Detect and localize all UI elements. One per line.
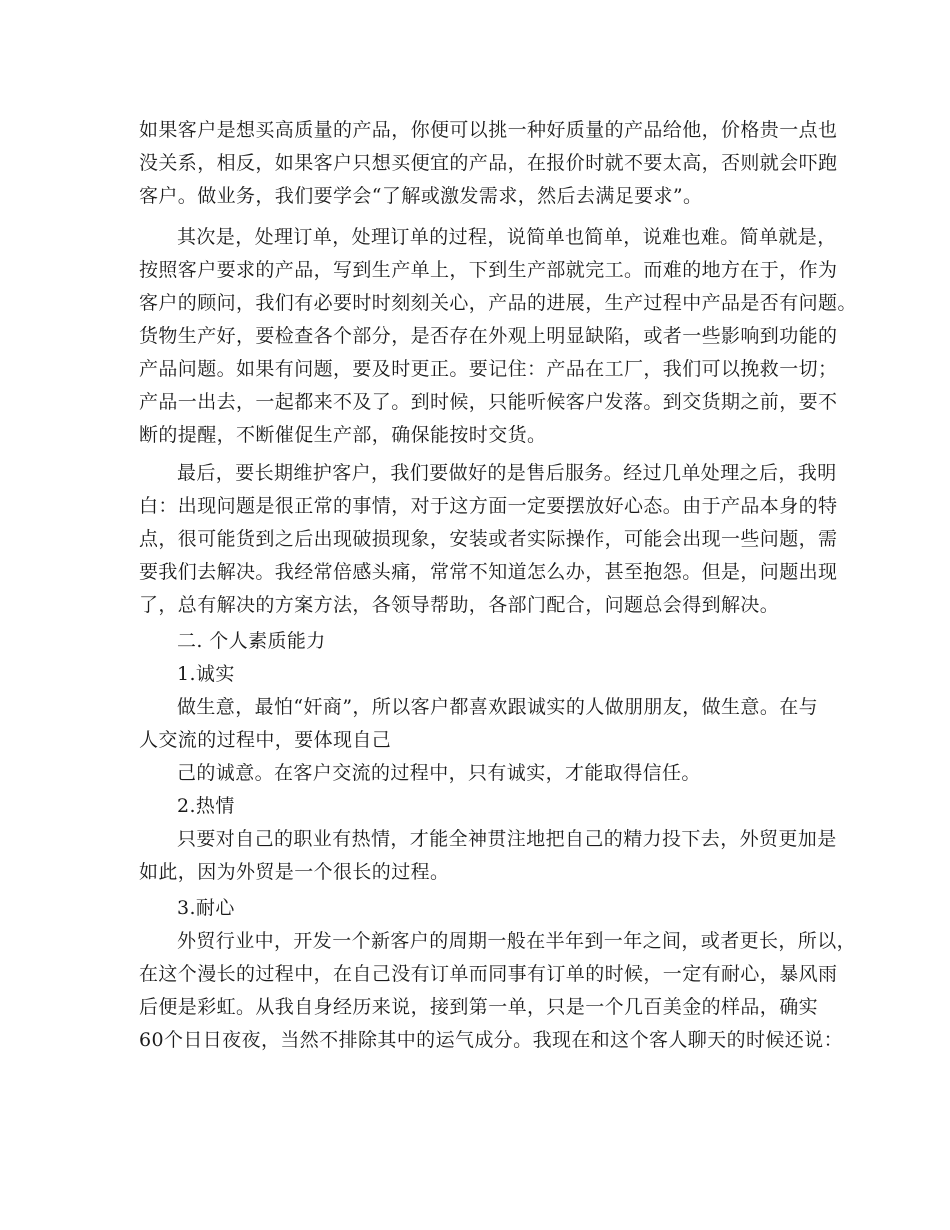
paragraph-line: 只要对自己的职业有热情，才能全神贯注地把自己的精力投下去，外贸更加是 [177,828,837,850]
paragraph-line: 如果客户是想买高质量的产品，你便可以挑一种好质量的产品给他，价格贵一点也 [139,119,838,141]
paragraph-line: 按照客户要求的产品，写到生产单上，下到生产部就完工。而难的地方在于，作为 [139,259,838,281]
paragraph-line: 最后，要长期维护客户，我们要做好的是售后服务。经过几单处理之后，我明 [177,462,837,484]
paragraph-line: 外贸行业中，开发一个新客户的周期一般在半年到一年之间，或者更长，所以， [177,930,857,952]
paragraph-line: 产品一出去，一起都来不及了。到时候，只能听候客户发落。到交货期之前，要不 [139,391,838,413]
paragraph-line: 后便是彩虹。从我自身经历来说，接到第一单，只是一个几百美金的样品，确实 [139,996,819,1018]
paragraph-line: 产品问题。如果有问题，要及时更正。要记住：产品在工厂，我们可以挽救一切； [139,358,838,380]
paragraph-line: 了，总有解决的方案方法，各领导帮助，各部门配合，问题总会得到解决。 [139,594,780,616]
subsection-heading: 3.耐心 [177,897,235,919]
paragraph-line: 其次是，处理订单，处理订单的过程，说简单也简单，说难也难。简单就是， [177,226,837,248]
paragraph-line: 60个日日夜夜，当然不排除其中的运气成分。我现在和这个客人聊天的时候还说： [139,1029,843,1051]
paragraph-line: 做生意，最怕“奸商”，所以客户都喜欢跟诚实的人做朋朋友，做生意。在与 [177,696,819,718]
paragraph-line: 客户。做业务，我们要学会“了解或激发需求，然后去满足要求”。 [139,185,703,207]
paragraph-line: 货物生产好，要检查各个部分，是否存在外观上明显缺陷，或者一些影响到功能的 [139,325,838,347]
paragraph-line: 没关系，相反，如果客户只想买便宜的产品，在报价时就不要太高，否则就会吓跑 [139,152,838,174]
paragraph-line: 要我们去解决。我经常倍感头痛，常常不知道怎么办，甚至抱怨。但是，问题出现 [139,561,838,583]
paragraph-line: 客户的顾问，我们有必要时时刻刻关心，产品的进展，生产过程中产品是否有问题。 [139,292,857,314]
paragraph-line: 在这个漫长的过程中，在自己没有订单而同事有订单的时候，一定有耐心，暴风雨 [139,963,838,985]
paragraph-line: 人交流的过程中，要体现自己 [139,729,392,751]
paragraph-line: 断的提醒，不断催促生产部，确保能按时交货。 [139,424,547,446]
paragraph-line: 白：出现问题是很正常的事情，对于这方面一定要摆放好心态。由于产品本身的特 [139,495,838,517]
paragraph-line: 点，很可能货到之后出现破损现象，安装或者实际操作，可能会出现一些问题，需 [139,528,838,550]
paragraph-line: 如此，因为外贸是一个很长的过程。 [139,861,450,883]
subsection-heading: 2.热情 [177,795,235,817]
section-heading: 二. 个人素质能力 [177,630,326,652]
paragraph-line: 己的诚意。在客户交流的过程中，只有诚实，才能取得信任。 [177,762,701,784]
subsection-heading: 1.诚实 [177,663,235,685]
